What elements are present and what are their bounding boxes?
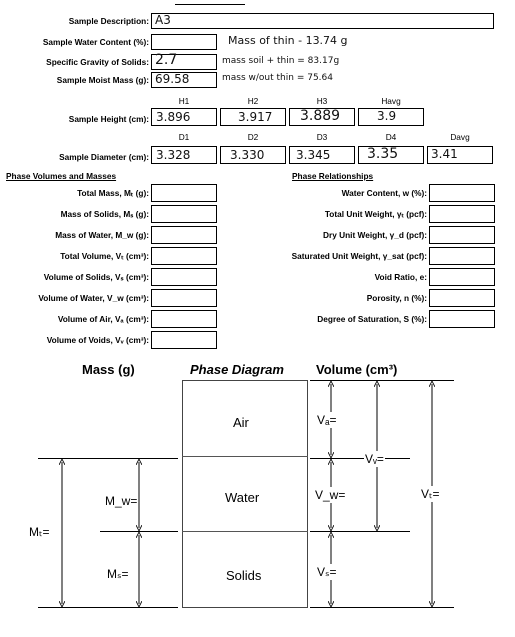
water-content-note: Mass of thin - 13.74 g bbox=[228, 34, 348, 47]
sat-unit-weight-label: Saturated Unit Weight, γ_sat (pcf): bbox=[291, 251, 427, 261]
mass-title: Mass (g) bbox=[82, 362, 135, 377]
diameter-header-d3: D3 bbox=[316, 132, 328, 142]
height-header-h1: H1 bbox=[178, 96, 190, 106]
sample-diameter-label: Sample Diameter (cm): bbox=[59, 152, 149, 162]
volume-title: Volume (cm³) bbox=[316, 362, 398, 377]
height-h1-value: 3.896 bbox=[156, 110, 191, 124]
diameter-d3-value: 3.345 bbox=[296, 148, 331, 162]
sample-description-value: A3 bbox=[155, 13, 171, 27]
vw-label: V_w= bbox=[315, 488, 346, 502]
diameter-header-d4: D4 bbox=[385, 132, 397, 142]
phase-diagram-title: Phase Diagram bbox=[190, 362, 284, 377]
mt-label: Mₜ= bbox=[29, 525, 50, 539]
volume-water-label: Volume of Water, V_w (cm³): bbox=[38, 293, 149, 303]
soil-tin-note: mass soil + thin = 83.17g bbox=[222, 56, 340, 66]
water-content-w-label: Water Content, w (%): bbox=[341, 188, 427, 198]
total-unit-weight-label: Total Unit Weight, γₜ (pcf): bbox=[324, 209, 427, 219]
without-tin-note: mass w/out thin = 75.64 bbox=[222, 73, 333, 83]
mw-label: M_w= bbox=[105, 494, 138, 508]
dry-unit-weight-label: Dry Unit Weight, γ_d (pcf): bbox=[322, 230, 427, 240]
sample-description-label: Sample Description: bbox=[68, 16, 149, 26]
ms-label: Mₛ= bbox=[107, 567, 129, 581]
degree-saturation-label: Degree of Saturation, S (%): bbox=[317, 314, 427, 324]
diameter-d4-value: 3.35 bbox=[367, 146, 399, 162]
volume-voids-label: Volume of Voids, Vᵥ (cm³): bbox=[46, 335, 149, 345]
diameter-d1-value: 3.328 bbox=[156, 148, 191, 162]
height-header-h2: H2 bbox=[247, 96, 259, 106]
water-content-label: Sample Water Content (%): bbox=[42, 37, 149, 47]
height-header-havg: Havg bbox=[381, 96, 401, 106]
volume-air-label: Volume of Air, Vₐ (cm³): bbox=[57, 314, 149, 324]
diameter-d2-value: 3.330 bbox=[230, 148, 265, 162]
height-header-h3: H3 bbox=[316, 96, 328, 106]
height-h2-value: 3.917 bbox=[238, 110, 273, 124]
total-volume-label: Total Volume, Vₜ (cm³): bbox=[60, 251, 149, 261]
vs-label: Vₛ= bbox=[317, 565, 337, 579]
solids-label: Solids bbox=[226, 568, 262, 583]
moist-mass-value: 69.58 bbox=[155, 72, 190, 86]
vv-label: Vᵥ= bbox=[365, 452, 384, 466]
sample-height-label: Sample Height (cm): bbox=[68, 114, 149, 124]
diameter-header-d1: D1 bbox=[178, 132, 190, 142]
total-mass-label: Total Mass, Mₜ (g): bbox=[77, 188, 149, 198]
height-havg-value: 3.9 bbox=[377, 109, 397, 123]
diameter-davg-value: 3.41 bbox=[431, 147, 458, 161]
volume-solids-label: Volume of Solids, Vₛ (cm³): bbox=[43, 272, 149, 282]
void-ratio-label: Void Ratio, e: bbox=[374, 272, 427, 282]
water-label: Water bbox=[225, 490, 260, 505]
height-h3-value: 3.889 bbox=[300, 108, 341, 124]
va-label: Vₐ= bbox=[317, 413, 337, 427]
mass-solids-label: Mass of Solids, Mₛ (g): bbox=[60, 209, 149, 219]
specific-gravity-value: 2.7 bbox=[155, 52, 178, 68]
diameter-header-d2: D2 bbox=[247, 132, 259, 142]
porosity-label: Porosity, n (%): bbox=[366, 293, 427, 303]
phase-relationships-title: Phase Relationships bbox=[292, 171, 374, 181]
moist-mass-label: Sample Moist Mass (g): bbox=[56, 75, 149, 85]
air-label: Air bbox=[233, 415, 249, 430]
phase-volumes-title: Phase Volumes and Masses bbox=[6, 171, 117, 181]
mass-water-label: Mass of Water, M_w (g): bbox=[55, 230, 149, 240]
specific-gravity-label: Specific Gravity of Solids: bbox=[46, 57, 149, 67]
vt-label: Vₜ= bbox=[421, 487, 440, 501]
diameter-header-davg: Davg bbox=[450, 132, 470, 142]
